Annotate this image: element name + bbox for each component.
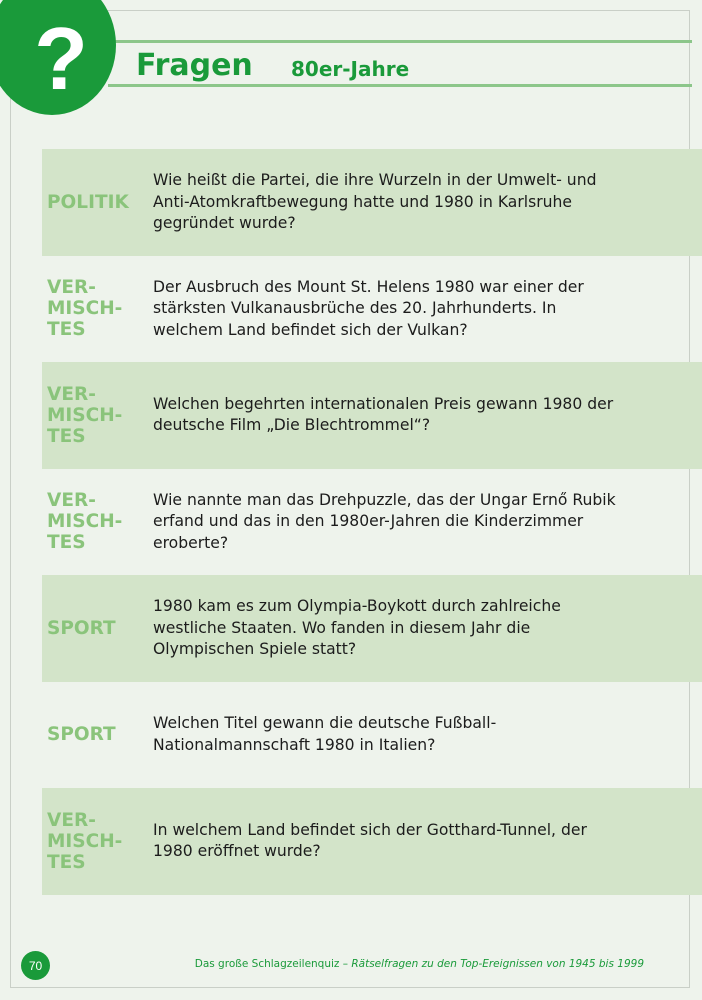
question-text: 1980 kam es zum Olympia-Boykott durch zahlreiche westliche Staaten. Wo fanden in diesem Jahr die Olympischen Spiele statt? <box>153 597 561 658</box>
question-text: Der Ausbruch des Mount St. Helens 1980 war einer der stärksten Vulkanausbrüche des 20. Jahrhunderts. In welchem Land befindet sich der Vulkan? <box>153 277 584 339</box>
question-category: SPORT <box>47 617 116 639</box>
question-text: Wie heißt die Partei, die ihre Wurzeln in der Umwelt- und Anti-Atomkraftbewegung hatte und 1980 in Karlsruhe gegründet wurde? <box>153 171 597 232</box>
page-subtitle: 80er-Jahre <box>291 57 410 81</box>
footer-subtitle: Rätselfragen zu den Top-Ereignissen von 1945 bis 1999 <box>351 958 644 970</box>
question-row <box>42 575 702 682</box>
header-rule-bottom <box>108 84 692 87</box>
header-rule-top <box>108 40 692 43</box>
question-category: VER- MISCH- TES <box>47 383 123 447</box>
question-row <box>42 362 702 469</box>
question-text: Welchen Titel gewann die deutsche Fußball-Nationalmannschaft 1980 in Italien? <box>153 714 497 754</box>
question-row <box>42 149 702 256</box>
footer-title: Das große Schlagzeilenquiz – <box>194 958 352 970</box>
question-category: SPORT <box>47 724 116 746</box>
question-category: VER- MISCH- TES <box>47 277 123 341</box>
question-row <box>42 682 702 789</box>
question-list <box>42 149 702 895</box>
page-title: Fragen <box>136 48 253 83</box>
question-category: POLITIK <box>47 191 129 213</box>
page-number-badge <box>21 951 50 980</box>
question-category: VER- MISCH- TES <box>47 490 123 554</box>
question-category: VER- MISCH- TES <box>47 809 123 873</box>
question-text: Wie nannte man das Drehpuzzle, das der Ungar Ernő Rubik erfand und das in den 1980er-Jahren die Kinderzimmer eroberte? <box>153 490 616 552</box>
question-mark-icon: ? <box>34 9 88 108</box>
question-text: In welchem Land befindet sich der Gotthard-Tunnel, der 1980 eröffnet wurde? <box>153 820 587 861</box>
question-row <box>42 788 702 895</box>
page-number: 70 <box>28 958 43 973</box>
question-text: Welchen begehrten internationalen Preis gewann 1980 der deutsche Film „Die Blechtrommel“? <box>153 394 614 435</box>
question-row <box>42 469 702 576</box>
footer-book-title <box>195 958 644 970</box>
question-row <box>42 256 702 363</box>
